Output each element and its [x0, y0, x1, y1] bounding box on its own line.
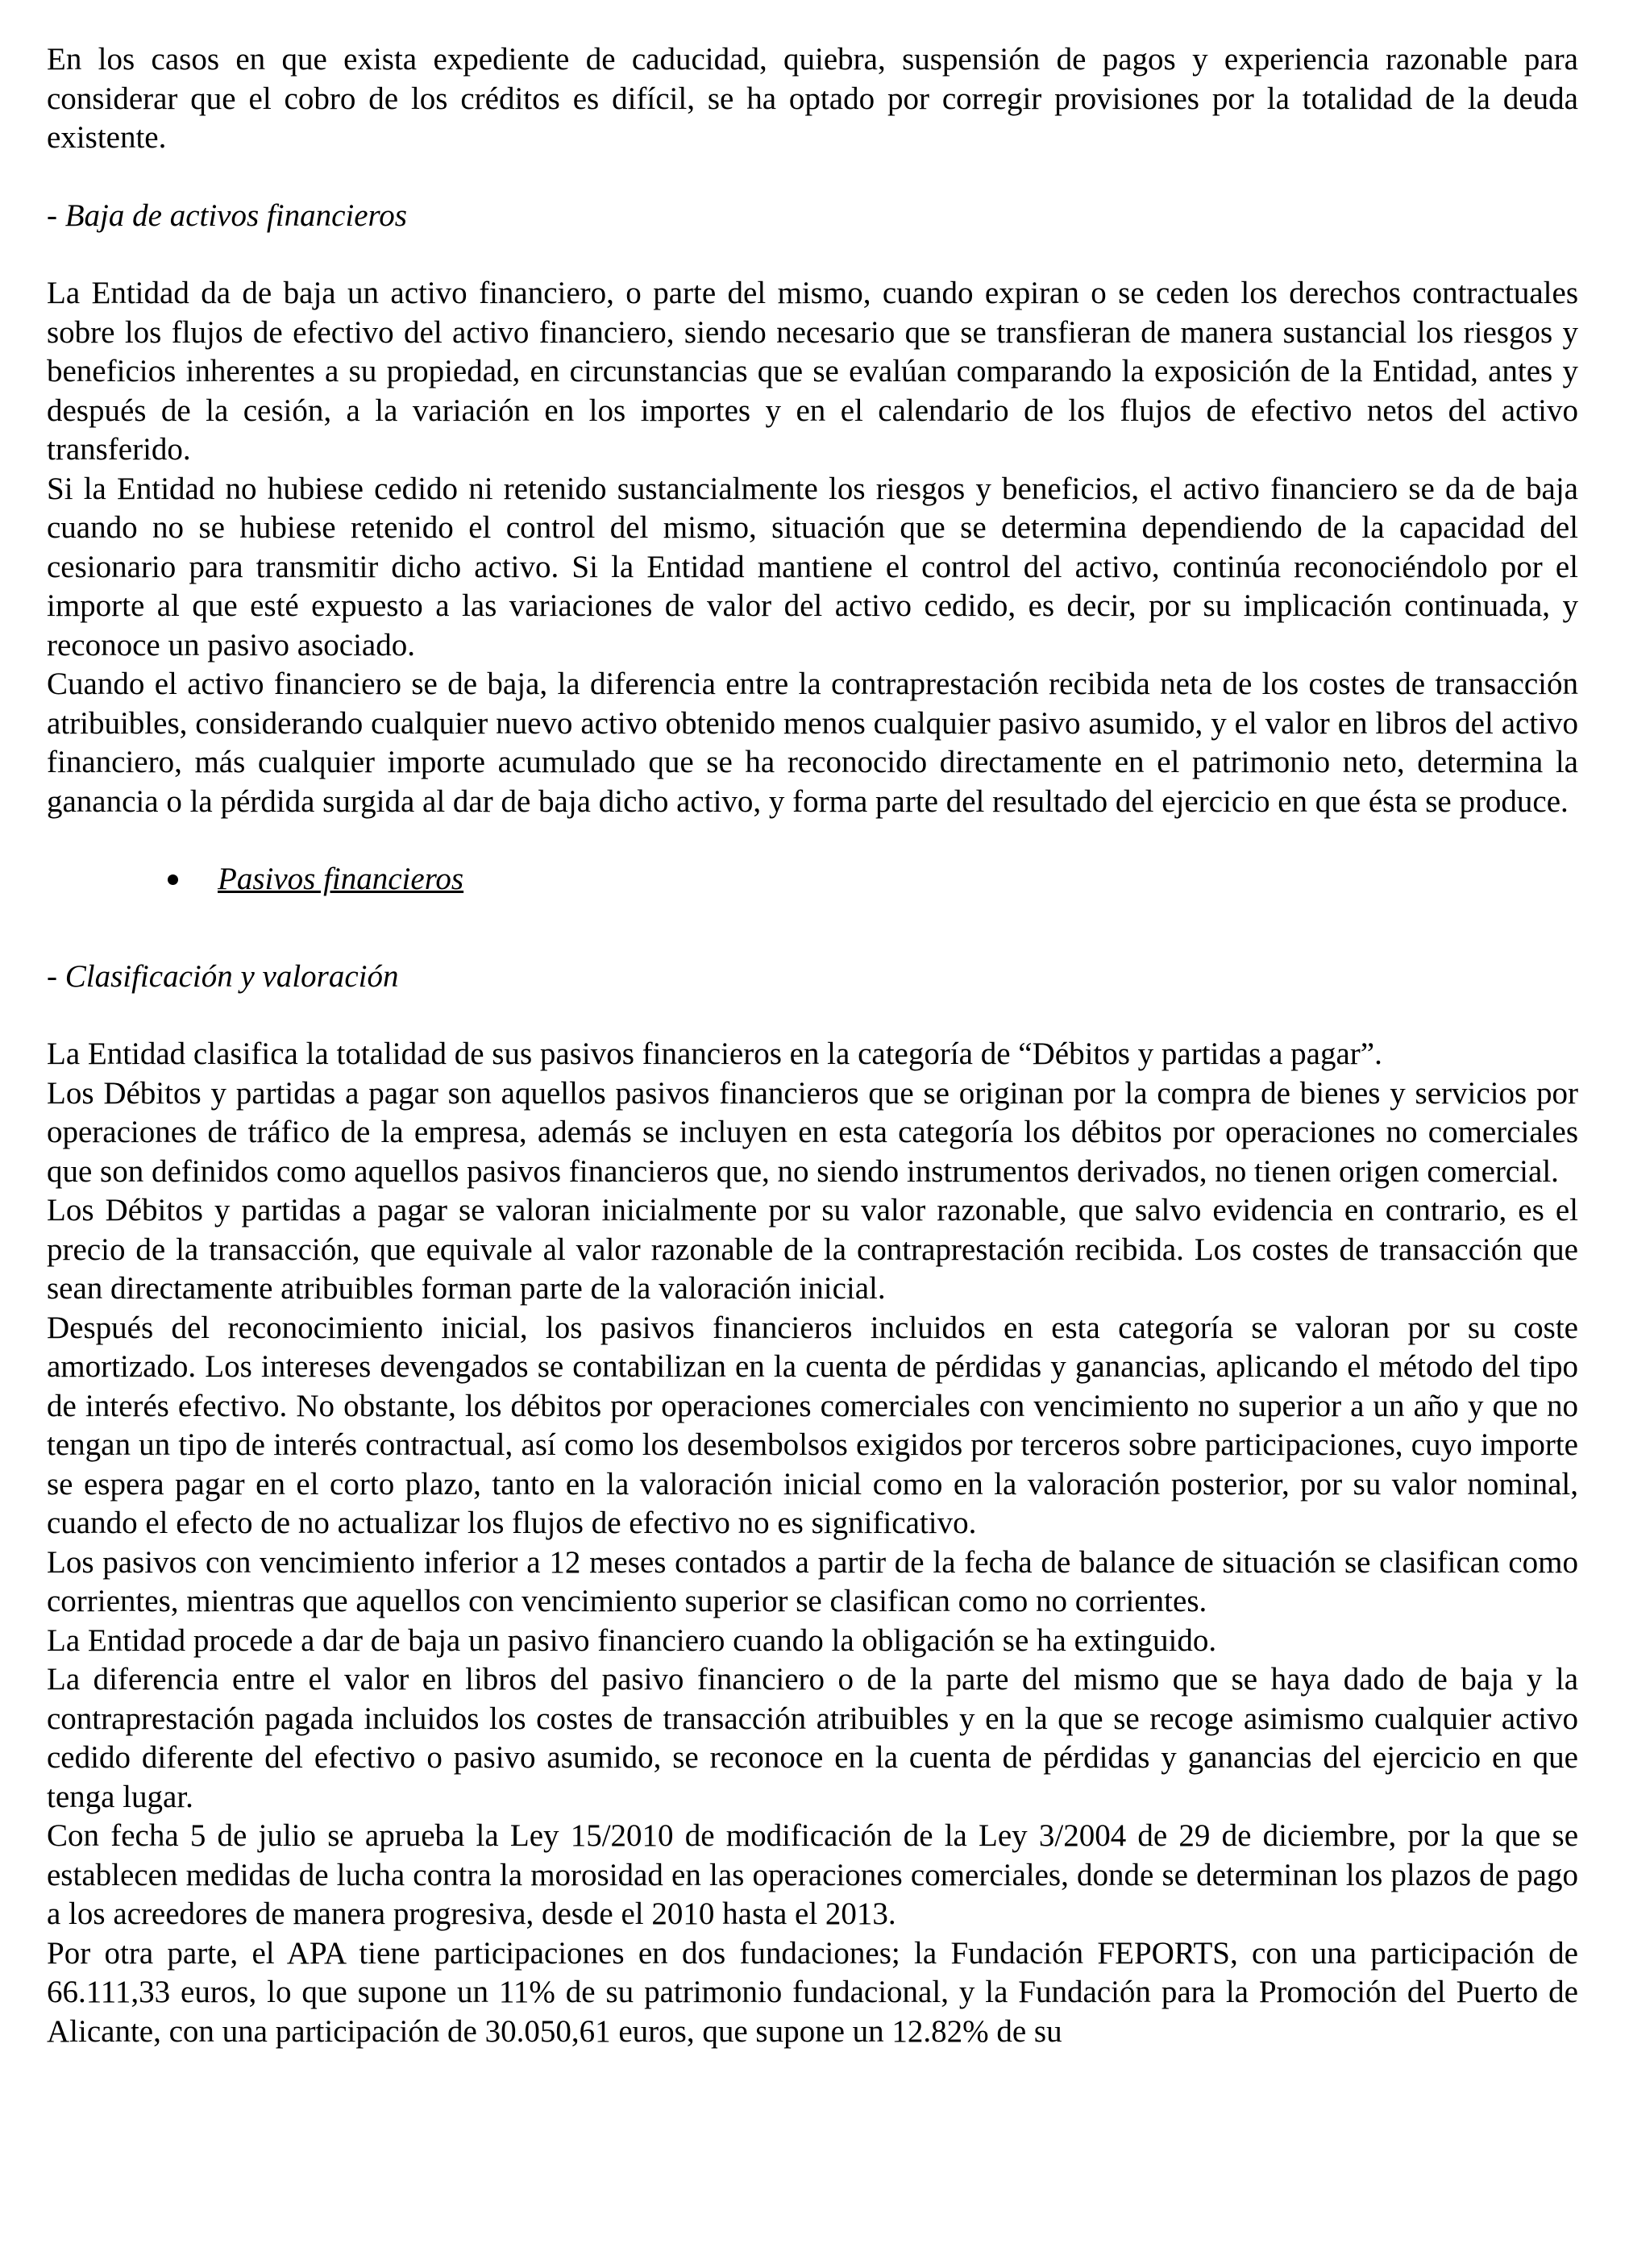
paragraph-baja-3: Cuando el activo financiero se de baja, la diferencia entre la contraprestación recibida neta de los costes de transacción atribuibles, considerando cualquier nuevo activo obtenido menos cualquier pasivo asumido, y el valor en libros del activo financiero, más cualquier importe acumulado que se ha reconocido directamente en el patrimonio neto, determina la ganancia o la pérdida surgida al dar de baja dicho activo, y forma parte del resultado del ejercicio en que ésta se produce.	[47, 667, 1578, 819]
paragraph-pasivos-7: La diferencia entre el valor en libros del pasivo financiero o de la parte del mismo que se haya dado de baja y la contraprestación pagada incluidos los costes de transacción atribuibles y en la que se recoge asimismo cualquier activo cedido diferente del efectivo o pasivo asumido, se reconoce en la cuenta de pérdidas y ganancias del ejercicio en que tenga lugar.	[47, 1662, 1578, 1814]
paragraph-baja-2: Si la Entidad no hubiese cedido ni retenido sustancialmente los riesgos y beneficios, el activo financiero se da de baja cuando no se hubiese retenido el control del mismo, situación que se determina dependiendo de la capacidad del cesionario para transmitir dicho activo. Si la Entidad mantiene el control del activo, continúa reconociéndolo por el importe al que esté expuesto a las variaciones de valor del activo cedido, es decir, por su implicación continuada, y reconoce un pasivo asociado.	[47, 471, 1578, 663]
paragraph-provisiones: En los casos en que exista expediente de caducidad, quiebra, suspensión de pagos y experiencia razonable para considerar que el cobro de los créditos es difícil, se ha optado por corregir provisiones por la totalidad de la deuda existente.	[47, 42, 1578, 155]
section-heading-clasificacion: - Clasificación y valoración	[47, 958, 399, 994]
paragraph-pasivos-1: La Entidad clasifica la totalidad de sus pasivos financieros en la categoría de “Débitos y partidas a pagar”.	[47, 1036, 1382, 1071]
paragraph-pasivos-9: Por otra parte, el APA tiene participaciones en dos fundaciones; la Fundación FEPORTS, con una participación de 66.111,33 euros, lo que supone un 11% de su patrimonio fundacional, y la Fundación para la Promoción del Puerto de Alicante, con una participación de 30.050,61 euros, que supone un 12.82% de su	[47, 1935, 1578, 2049]
bullet-item-pasivos-financieros	[47, 860, 1578, 899]
paragraph-baja-1: La Entidad da de baja un activo financiero, o parte del mismo, cuando expiran o se ceden los derechos contractuales sobre los flujos de efectivo del activo financiero, siendo necesario que se transfieran de manera sustancial los riesgos y beneficios inherentes a su propiedad, en circunstancias que se evalúan comparando la exposición de la Entidad, antes y después de la cesión, a la variación en los importes y en el calendario de los flujos de efectivo netos del activo transferido.	[47, 276, 1578, 467]
paragraph-pasivos-2: Los Débitos y partidas a pagar son aquellos pasivos financieros que se originan por la compra de bienes y servicios por operaciones de tráfico de la empresa, además se incluyen en esta categoría los débitos por operaciones no comerciales que son definidos como aquellos pasivos financieros que, no siendo instrumentos derivados, no tienen origen comercial.	[47, 1075, 1578, 1189]
paragraph-pasivos-5: Los pasivos con vencimiento inferior a 12 meses contados a partir de la fecha de balance de situación se clasifican como corrientes, mientras que aquellos con vencimiento superior se clasifican como no corrientes.	[47, 1544, 1578, 1618]
paragraph-pasivos-8: Con fecha 5 de julio se aprueba la Ley 15/2010 de modificación de la Ley 3/2004 de 29 de diciembre, por la que se establecen medidas de lucha contra la morosidad en las operaciones comerciales, donde se determinan los plazos de pago a los acreedores de manera progresiva, desde el 2010 hasta el 2013.	[47, 1818, 1578, 1931]
document-page	[47, 40, 1578, 2051]
section-heading-baja-activos: - Baja de activos financieros	[47, 197, 407, 233]
bullet-icon	[168, 874, 178, 885]
paragraph-pasivos-3: Los Débitos y partidas a pagar se valoran inicialmente por su valor razonable, que salvo evidencia en contrario, es el precio de la transacción, que equivale al valor razonable de la contraprestación recibida. Los costes de transacción que sean directamente atribuibles forman parte de la valoración inicial.	[47, 1193, 1578, 1306]
bullet-label: Pasivos financieros	[218, 862, 464, 896]
paragraph-pasivos-6: La Entidad procede a dar de baja un pasivo financiero cuando la obligación se ha extinguido.	[47, 1622, 1217, 1658]
paragraph-pasivos-4: Después del reconocimiento inicial, los pasivos financieros incluidos en esta categoría se valoran por su coste amortizado. Los intereses devengados se contabilizan en la cuenta de pérdidas y ganancias, aplicando el método del tipo de interés efectivo. No obstante, los débitos por operaciones comerciales con vencimiento no superior a un año y que no tengan un tipo de interés contractual, así como los desembolsos exigidos por terceros sobre participaciones, cuyo importe se espera pagar en el corto plazo, tanto en la valoración inicial como en la valoración posterior, por su valor nominal, cuando el efecto de no actualizar los flujos de efectivo no es significativo.	[47, 1310, 1578, 1540]
